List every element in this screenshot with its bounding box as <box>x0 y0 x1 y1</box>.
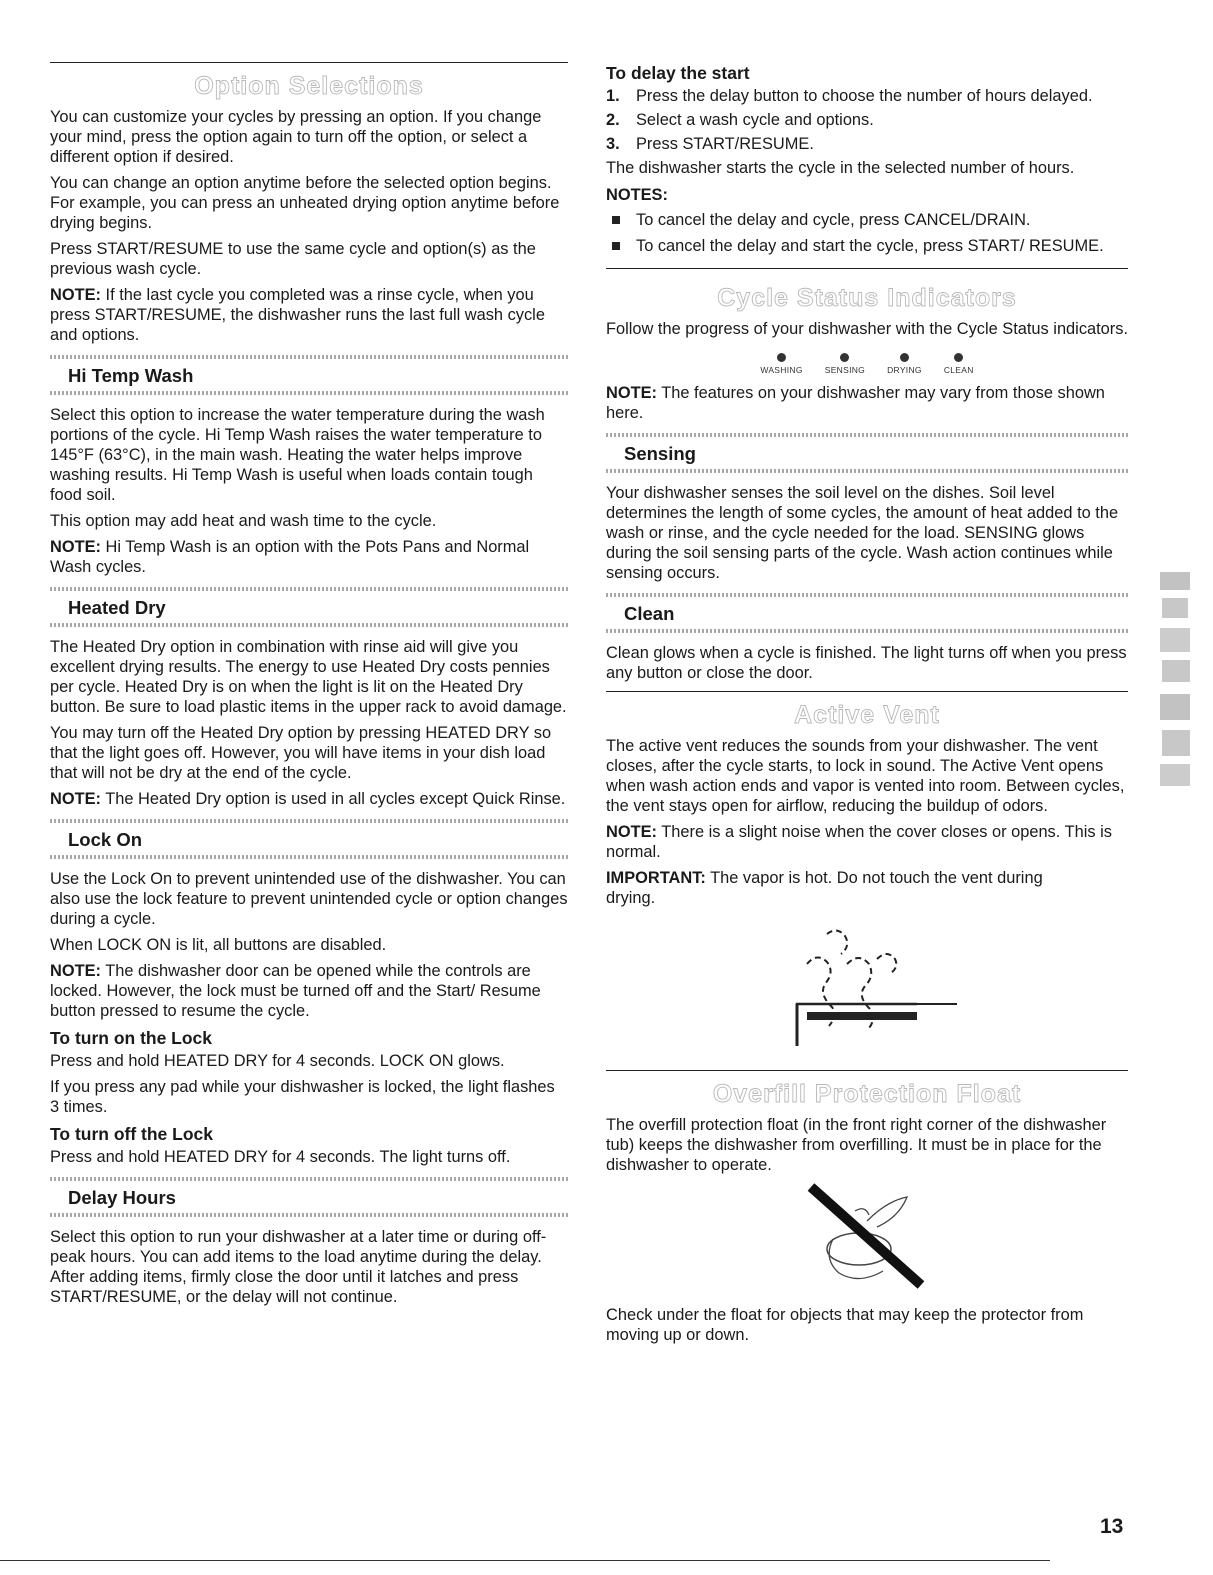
square-bullet-icon <box>612 242 620 250</box>
heated-dry-paragraph-1: The Heated Dry option in combination with rinse aid will give you excellent drying results. The energy to use Heated Dry costs pennies per cycle. Heated Dry is on when the light is lit on the Heated Dry button. Be sure to load plastic items in the upper rack to avoid damage. <box>50 638 567 716</box>
important-label: IMPORTANT: <box>606 869 706 887</box>
indicator-label: SENSING <box>824 365 866 375</box>
turn-on-paragraph-1: Press and hold HEATED DRY for 4 seconds. LOCK ON glows. <box>50 1052 505 1070</box>
lock-on-block <box>50 819 568 1167</box>
heading-turn-on-lock: To turn on the Lock <box>50 1028 213 1048</box>
divider-dotted <box>50 587 568 591</box>
clean-paragraph-1: Clean glows when a cycle is finished. The light turns off when you press any button or close the door. <box>606 644 1127 682</box>
side-thumb-tab-icon <box>1150 568 1202 790</box>
turn-on-paragraph-2: If you press any pad while your dishwasher is locked, the light flashes 3 times. <box>50 1078 555 1116</box>
divider-dotted <box>50 855 568 859</box>
bottom-rule <box>0 1560 1050 1561</box>
note-text: To cancel the delay and start the cycle, press START/ RESUME. <box>636 237 1104 255</box>
heading-turn-off-lock: To turn off the Lock <box>50 1124 213 1144</box>
subheading-hi-temp-wash: Hi Temp Wash <box>68 365 194 386</box>
heated-dry-block <box>50 587 568 809</box>
list-item <box>606 86 1128 106</box>
hi-temp-paragraph-2: This option may add heat and wash time to the cycle. <box>50 512 437 530</box>
step-text: Press the delay button to choose the number of hours delayed. <box>636 87 1093 105</box>
divider-dotted <box>50 355 568 359</box>
step-number: 3. <box>606 135 620 153</box>
divider-dotted <box>606 433 1128 437</box>
step-number: 2. <box>606 111 620 129</box>
hi-temp-paragraph-1: Select this option to increase the water temperature during the wash portions of the cycle. Hi Temp Wash raises the water temperature to 145°F (63°C), in the main wash. Heating the water helps improve washing results. Hi Temp Wash is useful when loads contain tough food soil. <box>50 406 545 504</box>
intro-paragraph-1: You can customize your cycles by pressing an option. If you change your mind, press the option again to turn off the option, or select a different option if desired. <box>50 108 542 166</box>
hi-temp-wash-block <box>50 355 568 577</box>
cycle-status-indicators <box>606 353 1128 375</box>
section-title-cycle-status: Cycle Status Indicators <box>717 284 1017 312</box>
lock-on-paragraph-1: Use the Lock On to prevent unintended use of the dishwasher. You can also use the lock feature to prevent unintended cycle or option changes during a cycle. <box>50 870 568 928</box>
indicator-clean <box>944 353 974 375</box>
heated-dry-note <box>50 789 568 809</box>
divider-dotted <box>50 819 568 823</box>
intro-paragraph-2: You can change an option anytime before the selected option begins. For example, you can press an unheated drying option anytime before drying begins. <box>50 174 560 232</box>
indicator-label: CLEAN <box>943 365 974 375</box>
heading-delay-start: To delay the start <box>606 63 750 83</box>
section-rule <box>606 268 1128 269</box>
step-text: Press START/RESUME. <box>636 135 814 153</box>
overfill-paragraph-1: The overfill protection float (in the front right corner of the dishwasher tub) keeps the dishwasher from overfilling. It must be in place for the dishwasher to operate. <box>606 1116 1107 1174</box>
important-text: The vapor is hot. Do not touch the vent during drying. <box>606 869 1043 907</box>
divider-dotted <box>50 391 568 395</box>
intro-note <box>50 285 568 345</box>
sensing-block <box>606 433 1128 583</box>
cycle-status-paragraph-1: Follow the progress of your dishwasher with the Cycle Status indicators. <box>606 320 1129 338</box>
section-title-active-vent: Active Vent <box>794 701 940 729</box>
hi-temp-note <box>50 537 568 577</box>
heated-dry-paragraph-2: You may turn off the Heated Dry option by pressing HEATED DRY so that the light goes off. However, you will have items in your dish load that will not be dry at the end of the cycle. <box>50 724 552 782</box>
lock-on-note <box>50 961 568 1021</box>
list-item <box>606 210 1128 230</box>
divider-dotted <box>606 629 1128 633</box>
delay-after-paragraph: The dishwasher starts the cycle in the selected number of hours. <box>606 159 1075 177</box>
square-bullet-icon <box>612 216 620 224</box>
subheading-heated-dry: Heated Dry <box>68 597 166 618</box>
active-vent-important <box>606 868 1046 908</box>
list-item <box>606 110 1128 130</box>
subheading-lock-on: Lock On <box>68 829 143 850</box>
divider-dotted <box>50 1177 568 1181</box>
indicator-light-icon <box>840 353 849 362</box>
subheading-clean: Clean <box>624 603 675 624</box>
divider-dotted <box>606 469 1128 473</box>
note-text: The features on your dishwasher may vary from those shown here. <box>606 384 1105 422</box>
section-rule <box>606 691 1128 692</box>
note-text: The Heated Dry option is used in all cycles except Quick Rinse. <box>101 790 566 808</box>
divider-dotted <box>50 1213 568 1217</box>
indicator-light-icon <box>777 353 786 362</box>
list-item <box>606 134 1128 154</box>
note-text: To cancel the delay and cycle, press CANCEL/DRAIN. <box>636 211 1031 229</box>
divider-dotted <box>606 593 1128 597</box>
step-text: Select a wash cycle and options. <box>636 111 874 129</box>
divider-dotted <box>50 623 568 627</box>
active-vent-paragraph-1: The active vent reduces the sounds from your dishwasher. The vent closes, after the cycle starts, to lock in sound. The Active Vent opens when wash action ends and vapor is vented into room. Between cycles, the vent stays open for airflow, reducing the buildup of odors. <box>606 737 1125 815</box>
note-text: Hi Temp Wash is an option with the Pots Pans and Normal Wash cycles. <box>50 538 530 576</box>
indicator-light-icon <box>900 353 909 362</box>
notes-list <box>606 210 1128 256</box>
indicator-label: DRYING <box>887 365 922 375</box>
delay-hours-paragraph-1: Select this option to run your dishwasher at a later time or during off-peak hours. You can add items to the load anytime during the delay. After adding items, firmly close the door until it latches and press START/RESUME, or the delay will not continue. <box>50 1228 547 1306</box>
note-label: NOTE: <box>606 823 657 841</box>
notes-label: NOTES: <box>606 186 668 204</box>
step-number: 1. <box>606 87 620 105</box>
indicator-washing <box>760 353 802 375</box>
note-label: NOTE: <box>50 790 101 808</box>
active-vent-note <box>606 822 1128 862</box>
indicator-label: WASHING <box>760 365 803 375</box>
section-rule <box>50 62 568 63</box>
note-text: If the last cycle you completed was a rinse cycle, when you press START/RESUME, the dishwasher runs the last full wash cycle and options. <box>50 286 545 344</box>
subheading-delay-hours: Delay Hours <box>68 1187 176 1208</box>
lock-on-paragraph-2: When LOCK ON is lit, all buttons are disabled. <box>50 936 387 954</box>
cycle-status-note <box>606 383 1128 423</box>
vent-steam-illustration <box>767 914 967 1054</box>
turn-off-paragraph-1: Press and hold HEATED DRY for 4 seconds. The light turns off. <box>50 1148 511 1166</box>
intro-paragraph-3: Press START/RESUME to use the same cycle and option(s) as the previous wash cycle. <box>50 240 536 278</box>
note-label: NOTE: <box>50 962 101 980</box>
note-label: NOTE: <box>50 286 101 304</box>
indicator-light-icon <box>954 353 963 362</box>
note-label: NOTE: <box>606 384 657 402</box>
page-number: 13 <box>1100 1515 1124 1538</box>
overfill-paragraph-2: Check under the float for objects that may keep the protector from moving up or down. <box>606 1306 1084 1344</box>
left-column <box>50 62 568 1315</box>
note-text: The dishwasher door can be opened while the controls are locked. However, the lock must be turned off and the Start/ Resume button pressed to resume the cycle. <box>50 962 541 1020</box>
overfill-float-illustration <box>797 1181 937 1291</box>
indicator-drying <box>887 353 922 375</box>
note-text: There is a slight noise when the cover closes or opens. This is normal. <box>606 823 1112 861</box>
list-item <box>606 236 1128 256</box>
section-rule <box>606 1070 1128 1071</box>
right-column <box>606 62 1128 1351</box>
delay-hours-block <box>50 1177 568 1307</box>
indicator-sensing <box>825 353 865 375</box>
section-title-option-selections: Option Selections <box>194 72 424 100</box>
sensing-paragraph-1: Your dishwasher senses the soil level on the dishes. Soil level determines the length of some cycles, the amount of heat added to the wash or rinse, and the cycle needed for the load. SENSING glows during the soil sensing parts of the cycle. Wash action continues while sensing occurs. <box>606 484 1119 582</box>
delay-steps-list <box>606 86 1128 154</box>
clean-block <box>606 593 1128 683</box>
section-title-overfill: Overfill Protection Float <box>712 1080 1022 1108</box>
note-label: NOTE: <box>50 538 101 556</box>
subheading-sensing: Sensing <box>624 443 696 464</box>
